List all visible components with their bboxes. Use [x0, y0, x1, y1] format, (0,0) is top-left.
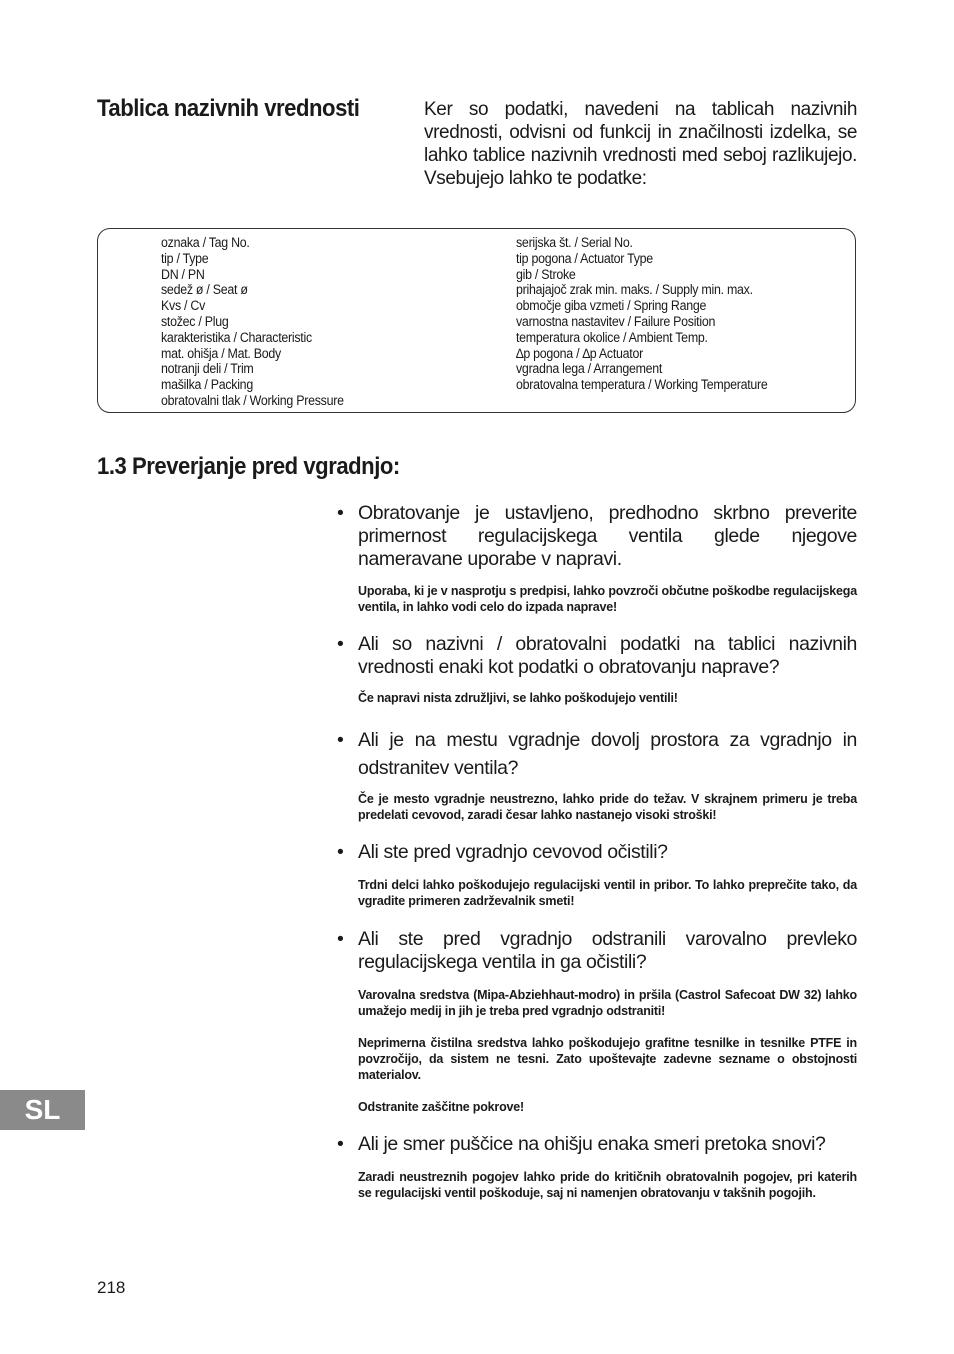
- check-item: [337, 726, 857, 823]
- nameplate-heading: Tablica nazivnih vrednosti: [97, 95, 360, 122]
- nameplate-item: gib / Stroke: [516, 266, 576, 282]
- nameplate-item: serijska št. / Serial No.: [516, 235, 633, 250]
- nameplate-box: [97, 228, 856, 413]
- bullet-icon: •: [337, 502, 344, 524]
- check-note: Trdni delci lahko poškodujejo regulacijski ventil in pribor. To lahko preprečite tako, da vgradite primeren zadrževalnik smeti!: [358, 878, 857, 908]
- language-tab: SL: [0, 1090, 85, 1130]
- nameplate-item: mat. ohišja / Mat. Body: [161, 345, 281, 361]
- nameplate-item: Kvs / Cv: [161, 298, 206, 314]
- check-note: Neprimerna čistilna sredstva lahko poškodujejo grafitne tesnilke in tesnilke PTFE in povzročijo, da sistem ne tesni. Zato upoštevajte zadevne sezname o obstojnosti materialov.: [358, 1036, 857, 1082]
- check-question-text: Ali je na mestu vgradnje dovolj prostora za vgradnjo in odstranitev ventila?: [358, 729, 857, 779]
- bullet-icon: •: [337, 729, 344, 751]
- nameplate-item: karakteristika / Characteristic: [161, 329, 312, 345]
- nameplate-item: notranji deli / Trim: [161, 361, 254, 377]
- nameplate-item: varnostna nastavitev / Failure Position: [516, 313, 716, 329]
- check-item: [337, 633, 857, 706]
- checklist: [337, 502, 857, 1201]
- check-item: [337, 841, 857, 909]
- check-note: Če napravi nista združljivi, se lahko poškodujejo ventili!: [358, 691, 678, 705]
- bullet-icon: •: [337, 841, 344, 863]
- check-note: Zaradi neustreznih pogojev lahko pride do kritičnih obratovalnih pogojev, pri katerih se regulacijski ventil poškoduje, saj ni namenjen obratovanju v takšnih pogojih.: [358, 1170, 857, 1200]
- nameplate-item: vgradna lega / Arrangement: [516, 361, 663, 377]
- check-question: [337, 726, 857, 782]
- check-question-text: Ali ste pred vgradnjo odstranili varovalno prevleko regulacijskega ventila in ga očistili?: [358, 928, 857, 973]
- check-item: [337, 502, 857, 615]
- bullet-icon: •: [337, 1133, 344, 1155]
- nameplate-intro: Ker so podatki, navedeni na tablicah nazivnih vrednosti, odvisni od funkcij in značilnosti izdelka, se lahko tablice nazivnih vrednosti med seboj razlikujejo. Vsebujejo lahko te podatke:: [424, 99, 857, 189]
- nameplate-item: temperatura okolice / Ambient Temp.: [516, 329, 708, 345]
- check-note: Varovalna sredstva (Mipa-Abziehhaut-modro) in pršila (Castrol Safecoat DW 32) lahko umažejo medij in jih je treba pred vgradnjo odstraniti!: [358, 988, 857, 1018]
- section-heading: 1.3 Preverjanje pred vgradnjo:: [97, 453, 400, 480]
- page-number: 218: [97, 1278, 126, 1297]
- nameplate-item: tip pogona / Actuator Type: [516, 250, 653, 266]
- check-question: [337, 841, 857, 864]
- nameplate-item: sedež ø / Seat ø: [161, 282, 248, 298]
- nameplate-item: DN / PN: [161, 266, 205, 282]
- check-question: [337, 928, 857, 974]
- check-question-text: Ali ste pred vgradnjo cevovod očistili?: [358, 841, 668, 863]
- nameplate-right-column: [516, 235, 789, 393]
- nameplate-item: prihajajoč zrak min. maks. / Supply min. max.: [516, 282, 753, 298]
- check-question-text: Ali so nazivni / obratovalni podatki na tablici nazivnih vrednosti enaki kot podatki o obratovanju naprave?: [358, 633, 857, 678]
- check-item: [337, 1133, 857, 1201]
- nameplate-item: območje giba vzmeti / Spring Range: [516, 298, 707, 314]
- check-item: [337, 928, 857, 1115]
- check-note: Če je mesto vgradnje neustrezno, lahko pride do težav. V skrajnem primeru je treba predelati cevovod, zaradi česar lahko nastanejo visoki stroški!: [358, 792, 857, 822]
- check-question-text: Ali je smer puščice na ohišju enaka smeri pretoka snovi?: [358, 1133, 826, 1155]
- nameplate-item: obratovalna temperatura / Working Temperature: [516, 377, 768, 393]
- check-question-text: Obratovanje je ustavljeno, predhodno skrbno preverite primernost regulacijskega ventila glede njegove nameravane uporabe v napravi.: [358, 502, 857, 570]
- nameplate-item: obratovalni tlak / Working Pressure: [161, 392, 344, 408]
- nameplate-item: tip / Type: [161, 250, 209, 266]
- check-question: [337, 1133, 857, 1156]
- check-question: [337, 502, 857, 571]
- check-note: Odstranite zaščitne pokrove!: [358, 1100, 524, 1114]
- check-note: Uporaba, ki je v nasprotju s predpisi, lahko povzroči občutne poškodbe regulacijskega ventila, in lahko vodi celo do izpada naprave!: [358, 584, 857, 614]
- bullet-icon: •: [337, 928, 344, 950]
- nameplate-item: mašilka / Packing: [161, 377, 253, 393]
- nameplate-item: ∆p pogona / ∆p Actuator: [516, 345, 643, 361]
- bullet-icon: •: [337, 633, 344, 655]
- nameplate-item: stožec / Plug: [161, 313, 229, 329]
- nameplate-item: oznaka / Tag No.: [161, 235, 250, 250]
- nameplate-left-column: [161, 235, 360, 409]
- check-question: [337, 633, 857, 679]
